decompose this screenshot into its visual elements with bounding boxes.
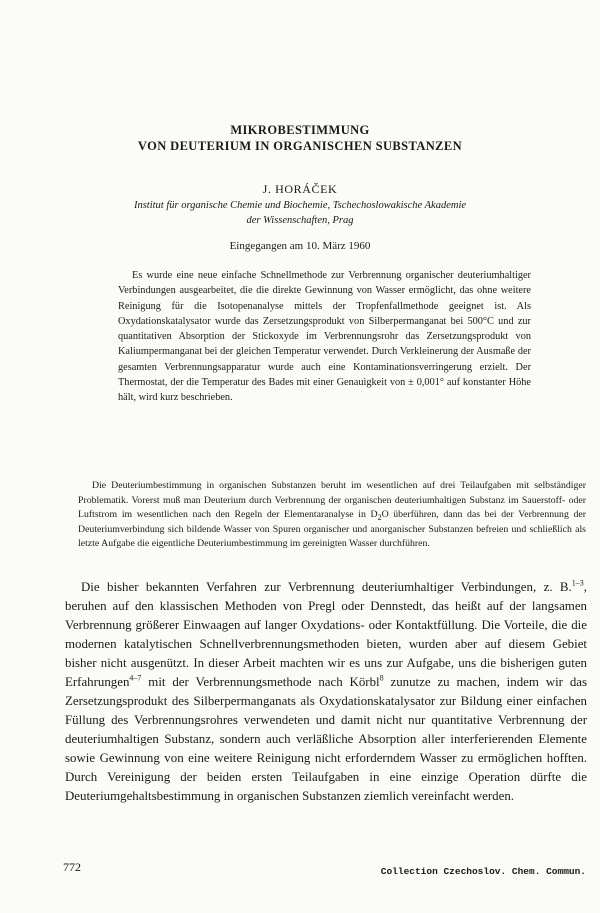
reference-superscript: 4–7 — [129, 673, 142, 683]
received-date: Eingegangen am 10. März 1960 — [229, 240, 371, 252]
body-text-3: mit der Verbrennungsmethode nach Körbl — [141, 675, 380, 689]
body-paragraph — [65, 578, 587, 806]
reference-superscript: 8 — [379, 673, 384, 683]
article-title — [0, 122, 600, 154]
intro-text-2: O überführen, dann das bei der Verbrennung der Deuteriumverbindung sich bildende Wasser von Spuren organischer und anorganischer Substanzen befreien und schließlich als letzte Aufgabe die eigentliche Deuteriumbestimmung im gereinigten Wasser durchführen. — [78, 509, 586, 550]
author-name: J. HORÁČEK — [262, 182, 338, 196]
title-line-1: MIKROBESTIMMUNG — [230, 123, 370, 137]
body-text-2: , beruhen auf den klassischen Methoden von Pregl oder Dennstedt, das heißt auf der langsamen Verbrennung größerer Einwaagen auf langer Oxydations- oder Kontaktfüllung. Die Vorteile, die die modernen katalytischen Schnellverbrennungsmethoden bieten, wurden aber auf diesem Gebiet bisher nicht ausgenützt. In dieser Arbeit machten wir es uns zur Aufgabe, uns die bisherigen guten Erfahrungen — [65, 580, 587, 689]
body-text-1: Die bisher bekannten Verfahren zur Verbrennung deuteriumhaltiger Verbindungen, z. B. — [81, 580, 572, 594]
reference-superscript: 1–3 — [571, 578, 584, 588]
affiliation-line-2: der Wissenschaften, Prag — [246, 215, 354, 226]
author-affiliation — [90, 198, 510, 228]
body-text-4: zunutze zu machen, indem wir das Zersetzungsprodukt des Silberpermanganats als Oxydationskatalysator zur Bildung einer einfachen Füllung des Verbrennungsrohres verwendeten und damit nicht nur quantitative Verbrennung der deuteriumhaltigen Substanz, sondern auch verläßliche Absorption aller interferierenden Elemente sowie Gewinnung von eine weitere Reinigung nicht erforderndem Wasser zu ermöglichen hofften. Durch Vereinigung der beiden ersten Teilaufgaben in eine einzige Operation dürfte die Deuteriumgehaltsbestimmung in organischen Substanzen ziemlich vereinfacht werden. — [65, 675, 587, 803]
intro-subscript: 2 — [377, 513, 382, 523]
affiliation-line-1: Institut für organische Chemie und Biochemie, Tschechoslowakische Akademie — [133, 200, 467, 211]
journal-name: Collection Czechoslov. Chem. Commun. — [380, 866, 586, 877]
intro-text-1: Die Deuteriumbestimmung in organischen Substanzen beruht im wesentlichen auf drei Teilaufgaben mit selbständiger Problematik. Vorerst muß man Deuterium durch Verbrennung der organischen deuteriumhaltigen Substanz im Sauerstoff- oder Luftstrom im wesentlichen nach den Regeln der Elementaranalyse in D — [78, 480, 586, 521]
title-line-2: VON DEUTERIUM IN ORGANISCHEN SUBSTANZEN — [137, 139, 463, 153]
page-number: 772 — [63, 860, 81, 874]
intro-paragraph — [78, 479, 586, 552]
abstract-paragraph: Es wurde eine neue einfache Schnellmethode zur Verbrennung organischer deuteriumhaltiger Verbindungen ausgearbeitet, die die direkte Gewinnung von Wasser ermöglicht, das ohne weitere Reinigung für die Isotopenanalyse mittels der Tropfenfallmethode geeignet ist. Als Oxydationskatalysator wurde das Zersetzungsprodukt von Silberpermanganat bei 500°C und zur quantitativen Absorption der Stickoxyde im Verbrennungsrohr das Zersetzungsprodukt von Kaliumpermanganat bei der gleichen Temperatur verwendet. Durch Verkleinerung der Ausmaße der gesamten Verbrennungsapparatur wurde auch eine Kontaminationsverringerung erzielt. Der Thermostat, der die Temperatur des Bades mit einer Genauigkeit von ± 0,001° auf konstanter Höhe hält, wird kurz beschrieben. — [118, 270, 531, 404]
